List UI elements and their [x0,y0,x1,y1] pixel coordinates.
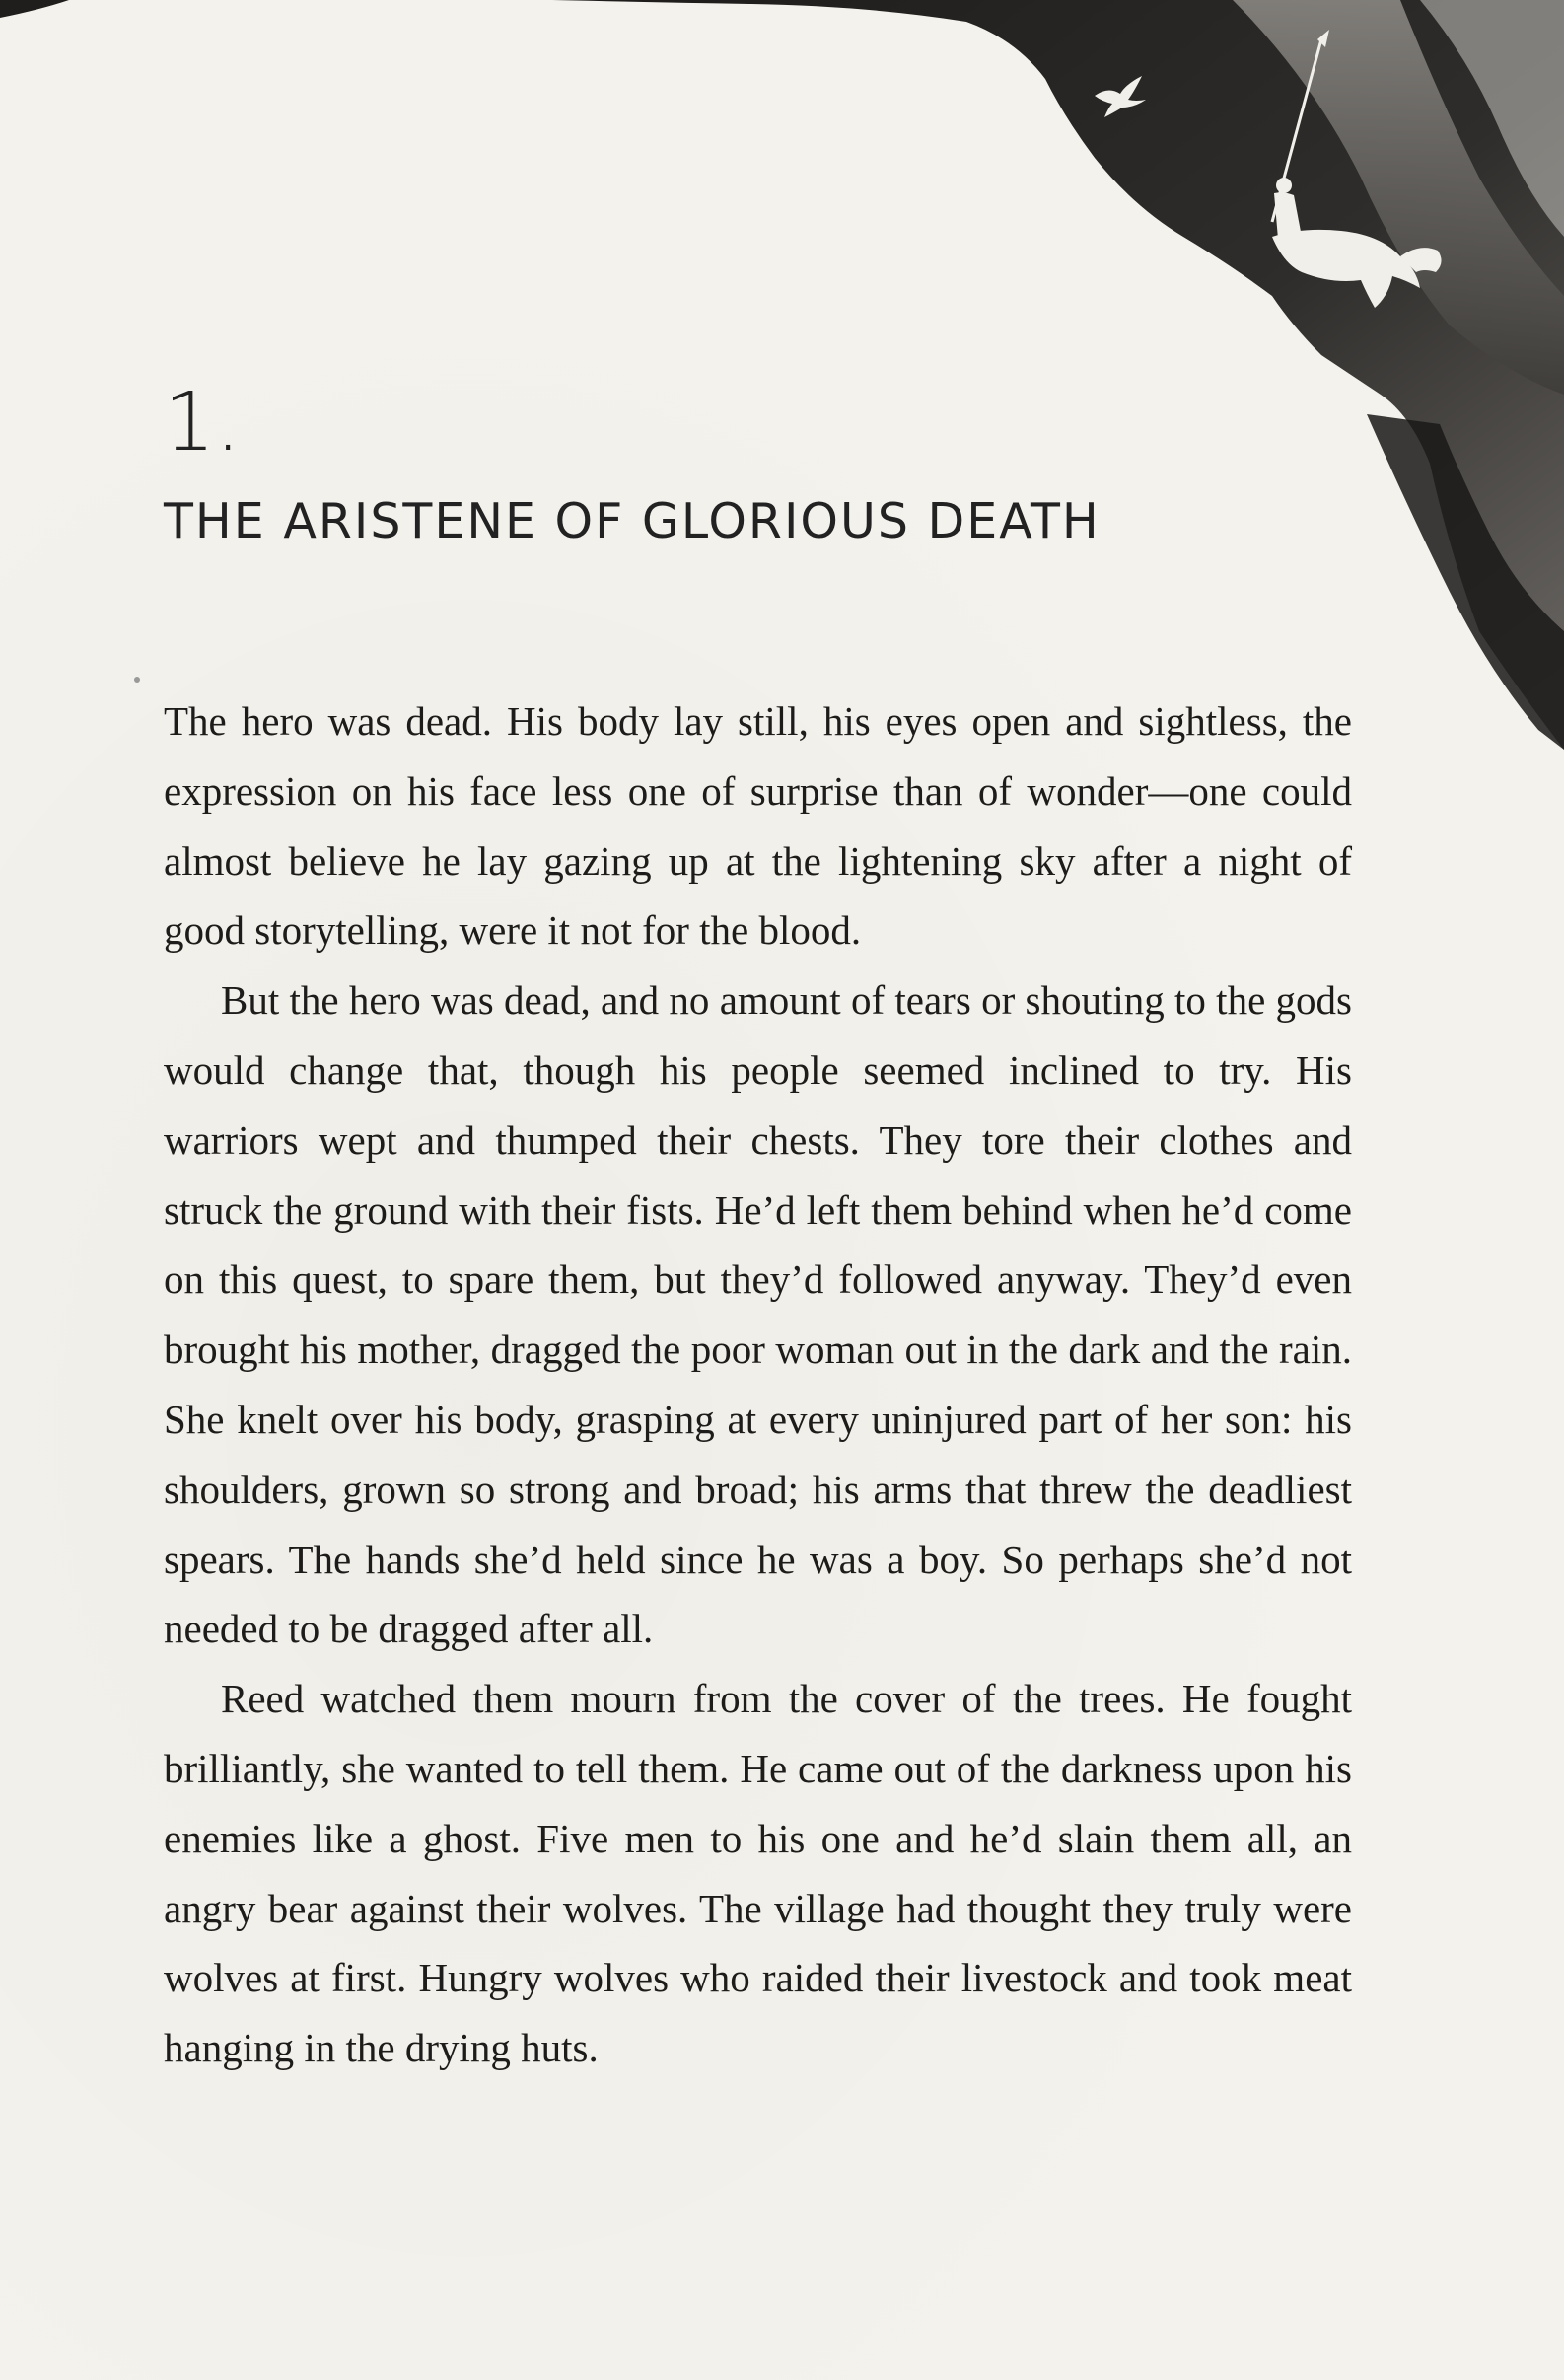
chapter-header-illustration [0,0,1564,750]
chapter-number: 1. [164,376,242,469]
paragraph-1: The hero was dead. His body lay still, his eyes open and sightless, the expression on his face less one of surprise than of wonder—one could almost believe he lay gazing up at the lightening sky after a night of good storytelling, were it not for the blood. [164,698,1352,954]
paragraph-3: Reed watched them mourn from the cover of the trees. He fought brilliantly, she wanted to tell them. He came out of the darkness upon his enemies like a ghost. Five men to his one and he’d slain them all, an angry bear against their wolves. The village had thought they truly were wolves at first. Hungry wolves who raided their livestock and took meat hanging in the drying huts. [164,1676,1352,2071]
chapter-title: THE ARISTENE OF GLORIOUS DEATH [164,493,1101,549]
chapter-body [164,686,1352,2083]
paragraph-2: But the hero was dead, and no amount of tears or shouting to the gods would change that, though his people seemed inclined to try. His warriors wept and thumped their chests. They tore their clothes and struck the ground with their fists. He’d left them behind when he’d come on this quest, to spare them, but they’d followed anyway. They’d even brought his mother, dragged the poor woman out in the dark and the rain. She knelt over his body, grasping at every uninjured part of her son: his shoulders, grown so strong and broad; his arms that threw the deadliest spears. The hands she’d held since he was a boy. So perhaps she’d not needed to be dragged after all. [164,977,1352,1652]
ink-speck [134,677,140,683]
